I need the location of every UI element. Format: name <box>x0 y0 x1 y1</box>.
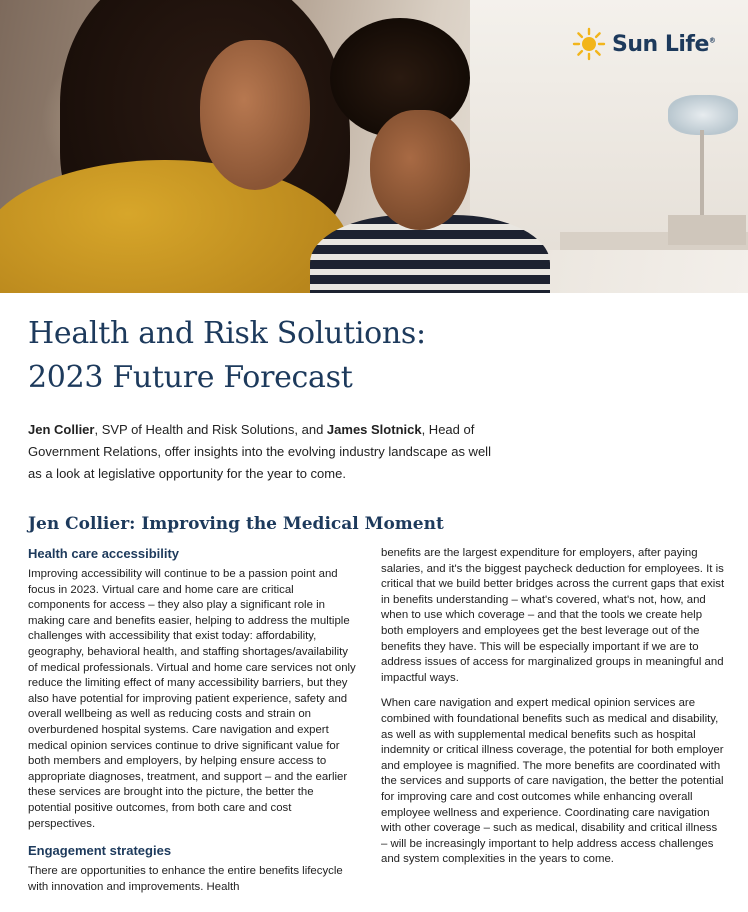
page-title <box>28 312 528 400</box>
accessibility-paragraph: Improving accessibility will continue to be a passion point and focus in 2023. Virtual care and home care are critical components for access – they also play a significant role in making care and benefits easier, helping to address the multiple challenges with accessibility that exist today: affordability, geography, behavioral health, and staffing shortages/availability of medical professionals. Virtual and home care services not only reduce the limiting effect of many accessibility barriers, but they also have potential for improving patient experience, safety and overall wellbeing as well as reducing costs and strain on overburdened hospital systems. Care navigation and expert medical opinion services continue to drive significant value for both members and employers, by helping ensure access to appropriate diagnoses, treatment, and support – and the earlier these services are brought into the picture, the better the potential positive outcomes, from both care and cost perspectives. <box>28 568 356 830</box>
author-name-1: Jen Collier <box>28 422 95 437</box>
hero-photo <box>0 0 748 293</box>
section-heading: Jen Collier: Improving the Medical Moment <box>28 514 444 534</box>
right-column <box>381 546 725 878</box>
girl-face <box>370 110 470 230</box>
engagement-paragraph: There are opportunities to enhance the entire benefits lifecycle with innovation and improvements. Health <box>28 865 343 893</box>
intro-text-1: , SVP of Health and Risk Solutions, and <box>94 422 327 437</box>
care-navigation-paragraph: When care navigation and expert medical opinion services are combined with foundational benefits such as medical and disability, as well as with supplemental medical benefits such as hospital indemnity or critical illness coverage, the potential for both employer and employee is magnified. The more benefits are coordinated with the services and supports of care navigation, the better the potential for improving care and cost outcomes while enhancing overall employee wellness and experience. Coordinating care navigation with other coverage – such as medical, disability and critical illness – will be increasingly important to help address access challenges and system complexities in the years to come. <box>381 697 724 866</box>
registered-mark: ® <box>708 36 716 45</box>
intro-text-2: , Head of Government Relations, offer insights into the evolving industry landscape as well as a look at legislative opportunity for the year to come. <box>28 422 491 481</box>
intro-paragraph <box>28 419 498 485</box>
sun-logo-icon <box>572 27 606 61</box>
decor-box <box>668 215 746 245</box>
sun-life-logo <box>572 27 715 61</box>
title-line-2: 2023 Future Forecast <box>28 360 353 395</box>
benefits-paragraph: benefits are the largest expenditure for employers, after paying salaries, and it's the biggest paycheck deduction for employees. It is critical that we build better bridges across the current gaps that exist in benefits understanding – what's covered, what's not, how, and when to use which coverage – and that the tools we create help both employers and employees get the best leverage out of the benefits they have. This will be especially important if we are to address issues of access for marginalized groups in meaningful and impactful ways. <box>381 547 725 684</box>
left-column <box>28 545 358 905</box>
author-name-2: James Slotnick <box>326 422 422 437</box>
subheading-accessibility: Health care accessibility <box>28 546 180 561</box>
decor-vase <box>668 95 738 135</box>
title-line-1: Health and Risk Solutions: <box>28 316 426 351</box>
brand-name: Sun Life® <box>612 31 716 57</box>
subheading-engagement: Engagement strategies <box>28 843 172 859</box>
mother-face <box>200 40 310 190</box>
